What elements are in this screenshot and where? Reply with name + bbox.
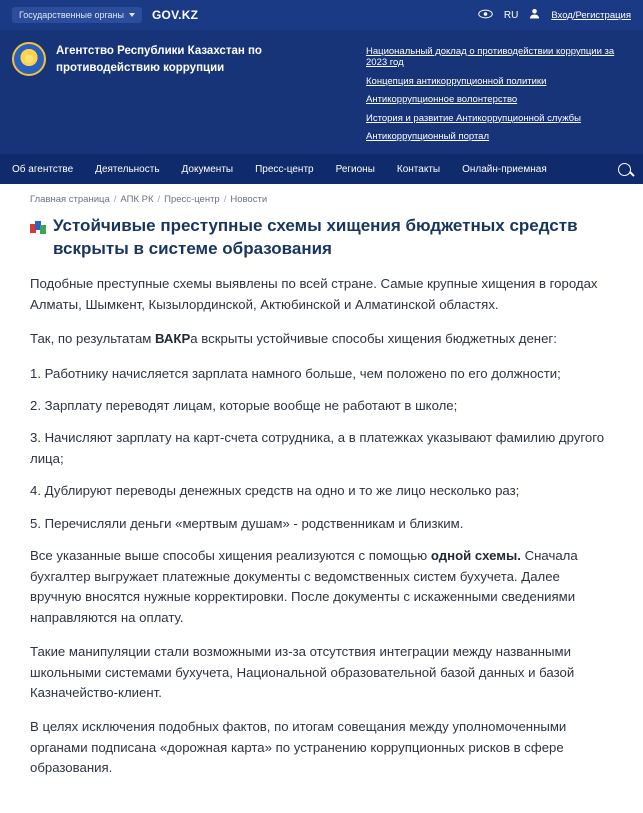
gov-agencies-label: Государственные органы	[19, 10, 125, 20]
gov-agencies-dropdown[interactable]	[12, 7, 142, 23]
gov-kz-brand[interactable]: GOV.KZ	[152, 8, 199, 22]
breadcrumb-item-1[interactable]: АПК РК	[120, 194, 154, 206]
nav-item-online-reception[interactable]: Онлайн-приемная	[462, 163, 547, 175]
paragraph-7-lead: Все указанные выше способы хищения реализуются с помощью	[30, 548, 431, 564]
header-link-0[interactable]: Национальный доклад о противодействии коррупции за 2023 год	[366, 46, 615, 69]
article-text	[30, 274, 613, 779]
breadcrumb	[0, 184, 643, 211]
nav-item-contacts[interactable]: Контакты	[396, 163, 441, 175]
top-utility-bar	[0, 0, 643, 30]
nav-item-about[interactable]: Об агентстве	[12, 163, 74, 175]
eye-icon[interactable]	[478, 9, 493, 22]
login-register-link[interactable]: Вход/Регистрация	[551, 9, 631, 21]
paragraph-1-tail: а вскрыты устойчивые способы хищения бюджетных денег:	[190, 331, 557, 347]
paragraph-9: В целях исключения подобных фактов, по итогам совещания между уполномоченными органами подписана «дорожная карта» по устранению коррупционных рисков в сфере образования.	[30, 719, 567, 776]
search-icon	[618, 163, 631, 176]
article-header	[30, 215, 613, 260]
paragraph-1	[30, 329, 613, 349]
paragraph-8: Такие манипуляции стали возможными из-за отсутствия интеграции между названными школьными системами бухучета, Национальной образовательной базой данных и базой Казначейство-клиент.	[30, 644, 575, 701]
nav-item-press-center[interactable]: Пресс-центр	[255, 163, 314, 175]
news-blocks-icon	[30, 220, 45, 234]
paragraph-4: 3. Начисляют зарплату на карт-счета сотрудника, а в платежках указывают фамилию другого лица;	[30, 430, 605, 466]
paragraph-7	[30, 546, 613, 628]
page-title: Устойчивые преступные схемы хищения бюджетных средств вскрыты в системе образования	[53, 216, 578, 258]
paragraph-1-lead: Так, по результатам	[30, 331, 156, 347]
paragraph-0: Подобные преступные схемы выявлены по всей стране. Самые крупные хищения в городах Алматы, Шымкент, Кызылординской, Актюбинской и Алматинской областях.	[30, 276, 598, 312]
paragraph-6: 5. Перечисляли деньги «мертвым душам» - родственникам и близким.	[30, 515, 464, 531]
nav-item-documents[interactable]: Документы	[181, 163, 234, 175]
breadcrumb-separator: /	[223, 194, 227, 206]
paragraph-2: 1. Работнику начисляется зарплата намного больше, чем положено по его должности;	[30, 365, 561, 381]
top-utility-actions	[478, 8, 631, 22]
main-navigation	[0, 154, 643, 184]
site-header	[0, 30, 643, 154]
chevron-down-icon	[129, 13, 135, 17]
breadcrumb-separator: /	[157, 194, 161, 206]
nav-item-activity[interactable]: Деятельность	[95, 163, 160, 175]
header-quick-links	[366, 40, 631, 142]
user-icon[interactable]	[529, 8, 540, 22]
bold-one-scheme: одной схемы.	[430, 548, 521, 564]
breadcrumb-item-2[interactable]: Пресс-центр	[164, 194, 220, 206]
paragraph-3: 2. Зарплату переводят лицам, которые вообще не работают в школе;	[30, 398, 458, 414]
article-body	[0, 211, 643, 812]
breadcrumb-separator: /	[113, 194, 117, 206]
nav-item-regions[interactable]: Регионы	[335, 163, 375, 175]
search-button[interactable]	[618, 163, 631, 176]
header-link-3[interactable]: История и развитие Антикоррупционной службы	[366, 112, 581, 124]
organization-name: Агентство Республики Казахстан по противодействию коррупции	[56, 45, 262, 74]
header-link-4[interactable]: Антикоррупционный портал	[366, 130, 490, 142]
kazakhstan-emblem-icon	[12, 42, 46, 76]
breadcrumb-item-3[interactable]: Новости	[230, 194, 268, 206]
bold-vakr: ВАКР	[155, 331, 191, 347]
language-switcher[interactable]: RU	[503, 9, 519, 21]
header-link-2[interactable]: Антикоррупционное волонтерство	[366, 94, 518, 106]
paragraph-5: 4. Дублируют переводы денежных средств на одно и то же лицо несколько раз;	[30, 483, 520, 499]
breadcrumb-item-0[interactable]: Главная страница	[30, 194, 110, 206]
header-link-1[interactable]: Концепция антикоррупционной политики	[366, 75, 547, 87]
paragraph-7-tail: Сначала бухгалтер выгружает платежные документы с ведомственных систем бухучета. Далее вручную вносятся нужные корректировки. После документы с искаженными сведениями направляются на оплату.	[30, 548, 578, 625]
